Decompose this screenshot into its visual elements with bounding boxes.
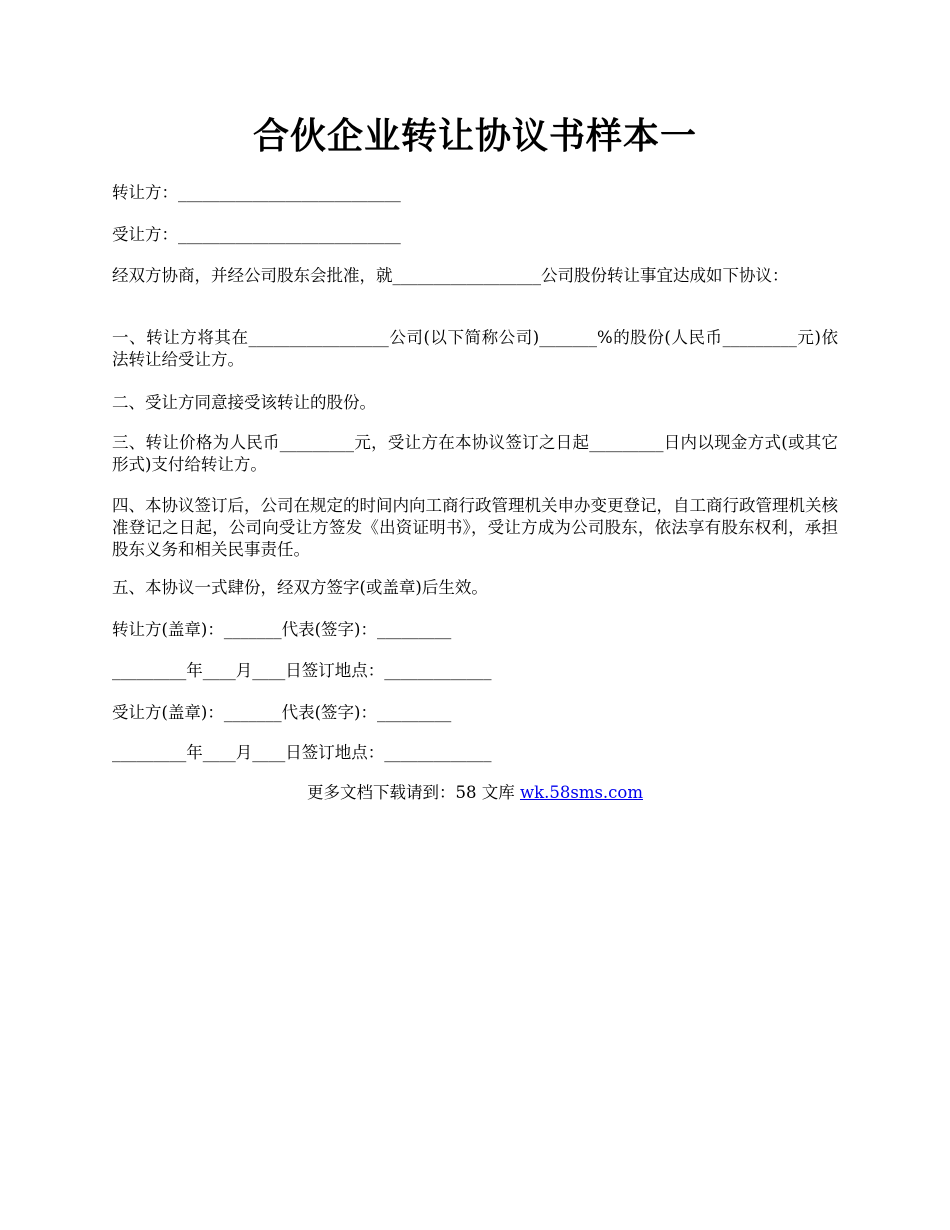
transferee-signature-line: 受让方(盖章)：_______代表(签字)：_________ xyxy=(112,703,452,722)
transferor-signature-line: 转让方(盖章)：_______代表(签字)：_________ xyxy=(112,620,452,639)
transferee-date-place-line: _________年____月____日签订地点：_____________ xyxy=(112,743,492,762)
footer-link[interactable]: wk.58sms.com xyxy=(519,783,643,802)
footer-text: 更多文档下载请到：58 文库 xyxy=(306,783,520,802)
clause-3-paragraph: 三、转让价格为人民币_________元，受让方在本协议签订之日起_________日内以现金方式(或其它形式)支付给转让方。 xyxy=(112,433,838,474)
clause-2-paragraph: 二、受让方同意接受该转让的股份。 xyxy=(112,393,376,412)
clause-5-paragraph: 五、本协议一式肆份，经双方签字(或盖章)后生效。 xyxy=(112,578,488,597)
download-footer xyxy=(0,782,950,804)
document-title: 合伙企业转让协议书样本一 xyxy=(252,115,697,157)
transferor-date-place-line: _________年____月____日签订地点：_____________ xyxy=(112,661,492,680)
preamble-paragraph: 经双方协商，并经公司股东会批准，就__________________公司股份转让事宜达成如下协议： xyxy=(112,266,789,285)
transferee-line: 受让方：___________________________ xyxy=(112,225,401,244)
transferor-line: 转让方：___________________________ xyxy=(112,183,401,202)
clause-4-paragraph: 四、本协议签订后，公司在规定的时间内向工商行政管理机关申办变更登记，自工商行政管理机关核准登记之日起，公司向受让方签发《出资证明书》，受让方成为公司股东，依法享有股东权利，承担股东义务和相关民事责任。 xyxy=(112,496,838,559)
clause-1-paragraph: 一、转让方将其在_________________公司(以下简称公司)_______%的股份(人民币_________元)依法转让给受让方。 xyxy=(112,328,838,369)
